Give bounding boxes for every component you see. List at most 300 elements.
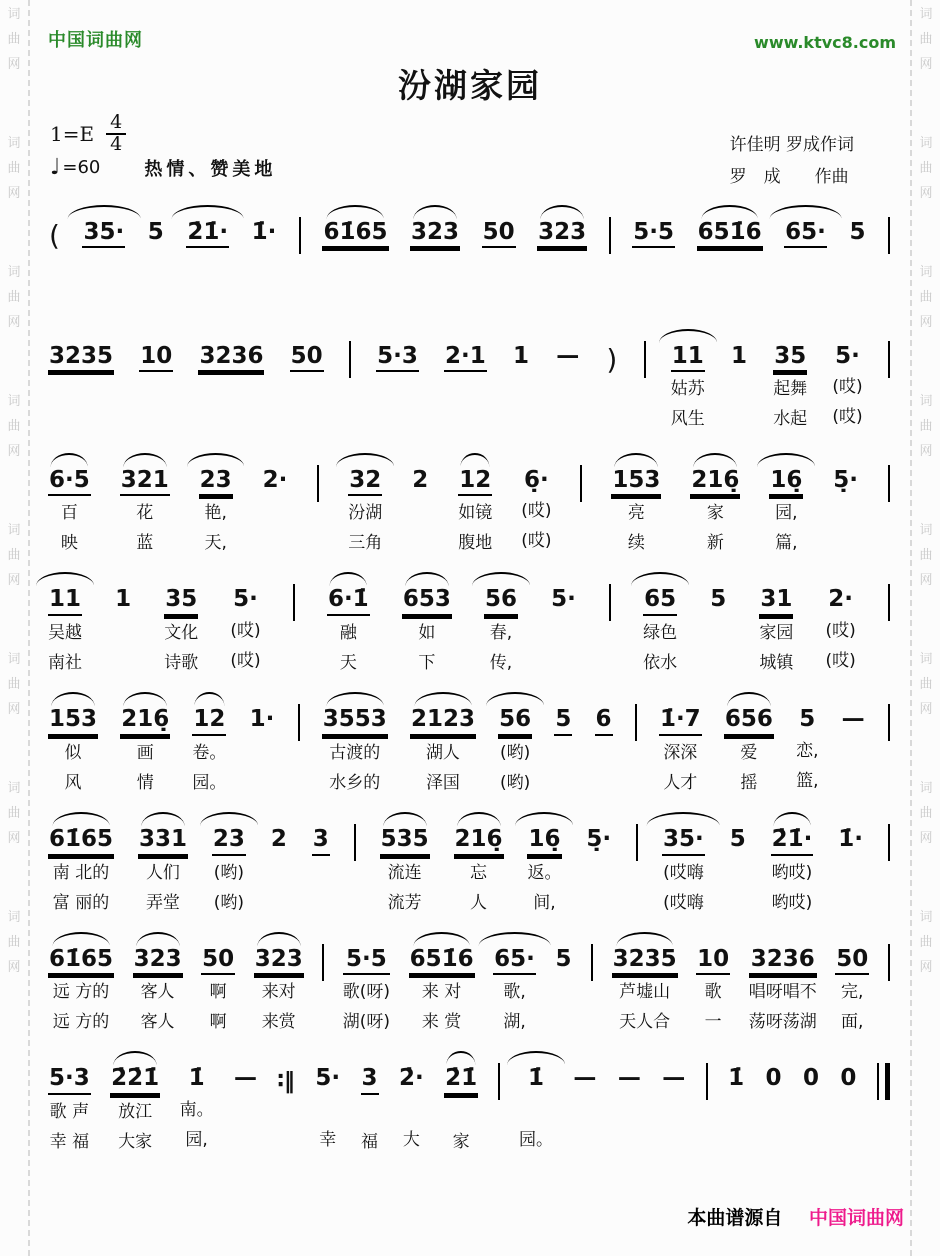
lyric-syllable (765, 1123, 783, 1153)
song-title: 汾湖家园 (398, 66, 542, 105)
slur-arc (124, 692, 167, 706)
lyric-syllable: 情 (136, 772, 154, 793)
jianpu-note: 2̇1̇· (771, 825, 814, 856)
note-cell (120, 691, 170, 796)
lyric-syllable: 间, (533, 892, 556, 913)
jianpu-note: 2 (270, 825, 287, 852)
jianpu-note: 153 (611, 466, 661, 497)
footer-source-label: 本曲谱源自 (687, 1207, 783, 1229)
jianpu-note: 5 (729, 825, 746, 852)
lyric-syllable (837, 884, 864, 914)
note-cell (839, 1050, 857, 1153)
note-cell (662, 811, 705, 916)
lyric-syllable: 啊 (209, 982, 227, 1003)
jianpu-note: 5 (147, 218, 164, 245)
slur-arc (659, 329, 717, 343)
barline (580, 465, 582, 502)
jianpu-note: 5 (554, 705, 572, 736)
note-cell (595, 691, 613, 796)
jianpu-note: 6̣· (523, 466, 549, 493)
jianpu-note: 5̣· (833, 466, 859, 493)
slur-arc (405, 572, 448, 586)
jianpu-note: 5 (555, 945, 572, 972)
lyric-syllable (361, 1095, 379, 1125)
note-cell (554, 691, 572, 796)
lyric-syllable: 客人 (140, 1012, 175, 1033)
note-cell (233, 1050, 258, 1153)
slur-arc (647, 812, 720, 826)
lyric-syllable (270, 884, 288, 914)
note-cell (411, 452, 429, 555)
note-cell (611, 452, 661, 557)
lyric-syllable: 泽国 (425, 772, 460, 793)
left-watermark-column (4, 2, 24, 1034)
jianpu-note: 23 (212, 825, 246, 856)
lyric-syllable: 篮, (796, 770, 819, 791)
jianpu-note: 2̇1̇· (186, 218, 229, 249)
slur-arc (187, 453, 245, 467)
note-cell (398, 1050, 425, 1153)
slur-arc (631, 572, 689, 586)
note-cell (572, 1050, 597, 1153)
lyric-syllable: 湖, (503, 1012, 526, 1033)
jianpu-note: 3236 (198, 342, 264, 373)
lyric-syllable (730, 400, 748, 430)
slur-arc (171, 205, 244, 219)
lyric-syllable (290, 402, 324, 432)
composer-credit: 罗 成 作曲 (729, 167, 849, 188)
key-time-signature (50, 113, 276, 155)
lyric-syllable (114, 644, 132, 674)
final-barline (877, 1063, 890, 1100)
note-cell (709, 571, 727, 674)
note-cell (82, 204, 125, 309)
note-cell (493, 931, 536, 1036)
barline (317, 465, 319, 502)
jianpu-note: 1̇· (838, 825, 864, 852)
lyric-syllable (784, 248, 827, 278)
note-cell (697, 204, 763, 309)
lyric-syllable: 哟哎) (771, 892, 813, 913)
lyric-syllable (186, 248, 229, 278)
note-cell (550, 571, 577, 674)
slur-arc (52, 692, 95, 706)
lyric-syllable (832, 494, 859, 524)
jianpu-note: 3235 (612, 945, 678, 976)
lyric-syllable: 人 (470, 892, 488, 913)
lyric-syllable: 家园 (759, 623, 794, 644)
lyric-syllable: (哎) (832, 377, 863, 398)
jianpu-note: 1̇· (251, 218, 277, 245)
jianpu-note: 0 (840, 1065, 857, 1092)
note-cell (484, 571, 518, 676)
note-cell (632, 204, 675, 309)
jianpu-note: 5·3 (48, 1064, 91, 1095)
lyric-syllable (198, 402, 264, 432)
note-cell (444, 328, 487, 433)
lyric-syllable: (哎) (521, 501, 552, 522)
lyric-syllable (550, 644, 577, 674)
jianpu-note: 12 (458, 466, 492, 497)
note-cell (537, 204, 587, 309)
music-system (48, 571, 890, 676)
note-cell (314, 1050, 341, 1153)
slur-arc (326, 692, 383, 706)
lyric-syllable (729, 854, 747, 884)
lyric-syllable (139, 372, 173, 402)
barline (609, 584, 611, 621)
jianpu-note: 56 (498, 705, 532, 736)
lyric-syllable: 弄堂 (145, 892, 180, 913)
lyric-syllable (82, 278, 125, 308)
lyric-syllable: 一 (704, 1012, 722, 1033)
lyric-syllable (709, 644, 727, 674)
lyric-syllable: 依水 (643, 653, 678, 674)
watermark-group: 词 曲 网 (7, 652, 21, 717)
site-url-link[interactable]: www.ktvc8.com (754, 33, 896, 52)
lyric-syllable (251, 246, 278, 276)
lyric-syllable (632, 248, 675, 278)
lyric-syllable (839, 1093, 857, 1123)
lyric-syllable (727, 1093, 745, 1123)
note-cell (48, 811, 114, 916)
jianpu-note: 35 (164, 585, 198, 616)
slur-arc (415, 692, 472, 706)
note-cell (796, 691, 818, 794)
watermark-group: 词 曲 网 (7, 7, 21, 72)
lyric-syllable (841, 734, 866, 764)
jianpu-note: 323 (254, 945, 304, 976)
jianpu-note: 3 (361, 1064, 379, 1095)
footer-site-link[interactable]: 中国词曲网 (808, 1207, 904, 1229)
note-cell (773, 328, 807, 433)
slur-arc (51, 453, 88, 467)
jianpu-note: 216̣ (454, 825, 504, 856)
barline (349, 341, 351, 378)
slur-arc (413, 932, 470, 946)
lyric-syllable: 续 (627, 533, 645, 554)
site-name-link[interactable]: 中国词曲网 (48, 30, 143, 51)
lyric-syllable: 天, (204, 533, 227, 554)
lyric-syllable (411, 494, 429, 524)
barline (636, 824, 638, 861)
lyric-syllable (832, 524, 859, 554)
lyric-syllable (555, 400, 580, 430)
jianpu-note: 3 (312, 825, 330, 856)
lyric-syllable: (哎) (825, 651, 856, 672)
jianpu-note: 12 (192, 705, 226, 736)
note-cell (290, 328, 324, 433)
slur-arc (200, 812, 258, 826)
lyric-syllable (512, 400, 530, 430)
jianpu-note: 2· (828, 586, 854, 613)
lyric-syllable (147, 276, 165, 306)
lyric-syllable: 如镜 (458, 503, 493, 524)
note-cell (527, 811, 561, 916)
lyric-syllable: 百 (60, 503, 78, 524)
jianpu-note: 50 (482, 218, 516, 249)
lyric-syllable (322, 278, 388, 308)
lyric-syllable (730, 370, 748, 400)
slur-arc (457, 812, 500, 826)
watermark-group: 词 曲 网 (919, 7, 933, 72)
lyric-syllable (312, 856, 330, 886)
jianpu-note: 50 (201, 945, 235, 976)
note-cell (458, 452, 492, 557)
lyric-syllable: 园。 (192, 772, 227, 793)
slur-arc (616, 932, 673, 946)
note-cell (114, 571, 132, 674)
note-cell (444, 1050, 478, 1155)
quarter-note-icon: ♩ (50, 155, 61, 181)
barline (888, 584, 890, 621)
lyric-syllable (727, 1123, 745, 1153)
lyric-syllable: (哎) (825, 621, 856, 642)
lyric-syllable: (哟) (213, 892, 245, 913)
note-cell (48, 931, 114, 1036)
lyric-syllable (661, 1123, 686, 1153)
lyric-syllable: 映 (60, 533, 78, 554)
note-cell (133, 931, 183, 1036)
lyric-syllable (512, 370, 530, 400)
lyric-syllable: 荡呀荡湖 (748, 1012, 817, 1033)
lyric-syllable: 来 赏 (421, 1012, 462, 1033)
slur-arc (123, 453, 166, 467)
jianpu-note: 61̇65 (48, 945, 114, 976)
lyric-syllable: 腹地 (458, 533, 493, 554)
note-cell (837, 811, 864, 914)
jianpu-note: 2123 (410, 705, 476, 736)
note-cell (659, 691, 702, 796)
lyric-syllable: 南 北的 (52, 862, 110, 883)
time-signature-denominator: 4 (110, 132, 123, 155)
note-cell (343, 931, 390, 1036)
note-cell (826, 571, 856, 674)
note-cell (727, 1050, 745, 1153)
lyric-syllable (290, 372, 324, 402)
jianpu-note: 153 (48, 705, 98, 736)
barline (591, 944, 593, 981)
lyric-syllable (444, 372, 487, 402)
jianpu-note: 331 (138, 825, 188, 856)
lyric-syllable: 来 对 (421, 982, 462, 1003)
lyric-syllable (251, 276, 278, 306)
slur-arc (257, 932, 300, 946)
note-cell (322, 691, 388, 796)
lyric-syllable (249, 764, 276, 794)
lyric-syllable (410, 278, 460, 308)
lyric-syllable: 天 (339, 653, 357, 674)
lyric-syllable (519, 1093, 553, 1123)
lyric-syllable (848, 246, 866, 276)
jianpu-note: 651̇6 (697, 218, 763, 249)
barline (322, 944, 324, 981)
right-watermark-column (916, 2, 936, 1034)
lyric-syllable (147, 246, 165, 276)
lyric-syllable: 歌 (704, 982, 722, 1003)
note-cell (139, 328, 173, 433)
note-cell (643, 571, 677, 676)
lyric-syllable (554, 1003, 572, 1033)
lyric-syllable: 花 (136, 503, 154, 524)
jianpu-note: 65· (784, 218, 827, 249)
barline (354, 824, 356, 861)
lyric-syllable: 歌(呀) (342, 982, 391, 1003)
lyric-syllable: 亮 (627, 503, 645, 524)
note-cell (198, 328, 264, 433)
lyric-syllable (605, 407, 618, 437)
watermark-group: 词 曲 网 (919, 781, 933, 846)
lyric-syllable: 歌 声 (49, 1102, 90, 1123)
lyric-syllable: (哟) (500, 772, 531, 793)
lyric-syllable (411, 524, 429, 554)
jianpu-note: 535 (380, 825, 430, 856)
lyric-syllable (198, 372, 264, 402)
note-cell (48, 691, 98, 796)
jianpu-note: 323 (133, 945, 183, 976)
note-cell (848, 204, 866, 307)
lyric-syllable (784, 278, 827, 308)
lyric-syllable: 福 (361, 1132, 379, 1153)
lyric-syllable: (哎) (521, 531, 552, 552)
repeat-barline: ∶‖ (277, 1069, 295, 1095)
time-signature (106, 113, 126, 155)
note-cell (555, 328, 580, 431)
barline (293, 584, 295, 621)
lyric-syllable (765, 1093, 783, 1123)
lyric-syllable: 恋, (796, 740, 819, 761)
lyric-syllable: 大 (402, 1130, 420, 1151)
slur-arc (461, 453, 490, 467)
lyric-syllable: 春, (489, 623, 513, 644)
expression-marking: 热情、赞美地 (144, 158, 277, 180)
lyric-syllable: 诗歌 (164, 653, 199, 674)
note-cell (661, 1050, 686, 1153)
lyric-syllable (572, 1093, 597, 1123)
watermark-group: 词 曲 网 (919, 652, 933, 717)
music-system (48, 811, 890, 916)
music-system (48, 204, 890, 313)
lyric-syllable (398, 1093, 425, 1123)
lyric-syllable (537, 248, 587, 278)
note-cell (612, 931, 678, 1036)
lyric-syllable: 芦墟山 (619, 982, 671, 1003)
jianpu-note: 5· (233, 586, 258, 613)
note-cell (519, 1050, 553, 1153)
note-cell (201, 931, 235, 1036)
sheet-page (34, 0, 906, 1256)
slur-arc (769, 205, 842, 219)
lyric-syllable (376, 372, 419, 402)
lyric-syllable (709, 614, 727, 644)
lyric-syllable: 如 (418, 623, 436, 644)
lyric-syllable (114, 614, 132, 644)
lyric-syllable: 来对 (261, 982, 296, 1003)
slur-arc (472, 572, 530, 586)
slur-arc (53, 932, 110, 946)
jianpu-note: 0 (765, 1065, 782, 1092)
lyric-syllable: 蓝 (136, 533, 154, 554)
lyric-syllable: 远 方的 (52, 1012, 110, 1033)
key-signature: 1=E (50, 121, 95, 146)
jianpu-note: 11 (48, 585, 82, 616)
jianpu-note: 2· (262, 466, 288, 493)
jianpu-note: 50 (290, 342, 324, 373)
jianpu-note: 3553 (322, 705, 388, 736)
jianpu-note: 23 (199, 466, 233, 497)
note-cell (832, 328, 862, 431)
lyric-syllable (537, 278, 587, 308)
jianpu-note: 35 (773, 342, 807, 373)
jianpu-note: — (841, 706, 865, 733)
lyric-syllable: 忘 (470, 862, 488, 883)
lyric-syllable: 深深 (663, 742, 698, 763)
lyric-syllable: 融 (339, 623, 357, 644)
lyric-syllable (550, 614, 577, 644)
left-dashed-rule (28, 0, 30, 1256)
note-cell (48, 204, 61, 313)
jianpu-note: 5· (551, 586, 576, 613)
barline (706, 1063, 708, 1100)
lyric-syllable: 水乡的 (329, 772, 381, 793)
lyric-syllable (554, 766, 572, 796)
lyric-syllable: 文化 (164, 623, 199, 644)
jianpu-note: 656 (724, 705, 774, 736)
jianpu-note: 6 (595, 705, 613, 736)
lyric-syllable: 大家 (118, 1132, 153, 1153)
jianpu-note: 1 (730, 342, 747, 369)
lyric-syllable: (哎嗨 (663, 862, 704, 883)
lyric-syllable: (哎) (832, 407, 863, 428)
lyric-syllable (376, 402, 419, 432)
lyric-syllable: 啊 (209, 1012, 227, 1033)
jianpu-note: 3236 (749, 945, 817, 976)
note-cell (48, 452, 91, 557)
lyric-syllable: 家 (706, 503, 724, 524)
top-links-row (34, 0, 906, 52)
lyric-syllable: 新 (706, 533, 724, 554)
note-cell (696, 931, 730, 1036)
note-cell (312, 811, 330, 916)
music-system (48, 452, 890, 557)
barline (644, 341, 646, 378)
note-cell (138, 811, 188, 916)
jianpu-note: — (234, 1065, 258, 1092)
jianpu-note: 65· (493, 945, 536, 976)
note-cell (199, 452, 233, 557)
note-cell (690, 452, 740, 557)
lyric-syllable (572, 1123, 597, 1153)
watermark-group: 词 曲 网 (919, 910, 933, 975)
lyric-syllable: 起舞 (773, 379, 808, 400)
note-cell (482, 204, 516, 309)
lyric-syllable (554, 736, 572, 766)
jianpu-note: 1̇ (188, 1065, 205, 1092)
note-cell (322, 204, 388, 309)
slur-arc (327, 205, 384, 219)
lyric-syllable: 城镇 (759, 653, 794, 674)
slur-arc (774, 812, 811, 826)
lyric-syllable (444, 402, 487, 432)
jianpu-note: 50 (835, 945, 869, 976)
jianpu-note: 6·1̇ (327, 585, 370, 616)
lyric-syllable: 人们 (145, 862, 180, 883)
slur-arc (486, 692, 544, 706)
watermark-group: 词 曲 网 (919, 136, 933, 201)
lyric-syllable (595, 736, 613, 766)
lyric-syllable (444, 1095, 478, 1125)
lyric-syllable (262, 494, 289, 524)
